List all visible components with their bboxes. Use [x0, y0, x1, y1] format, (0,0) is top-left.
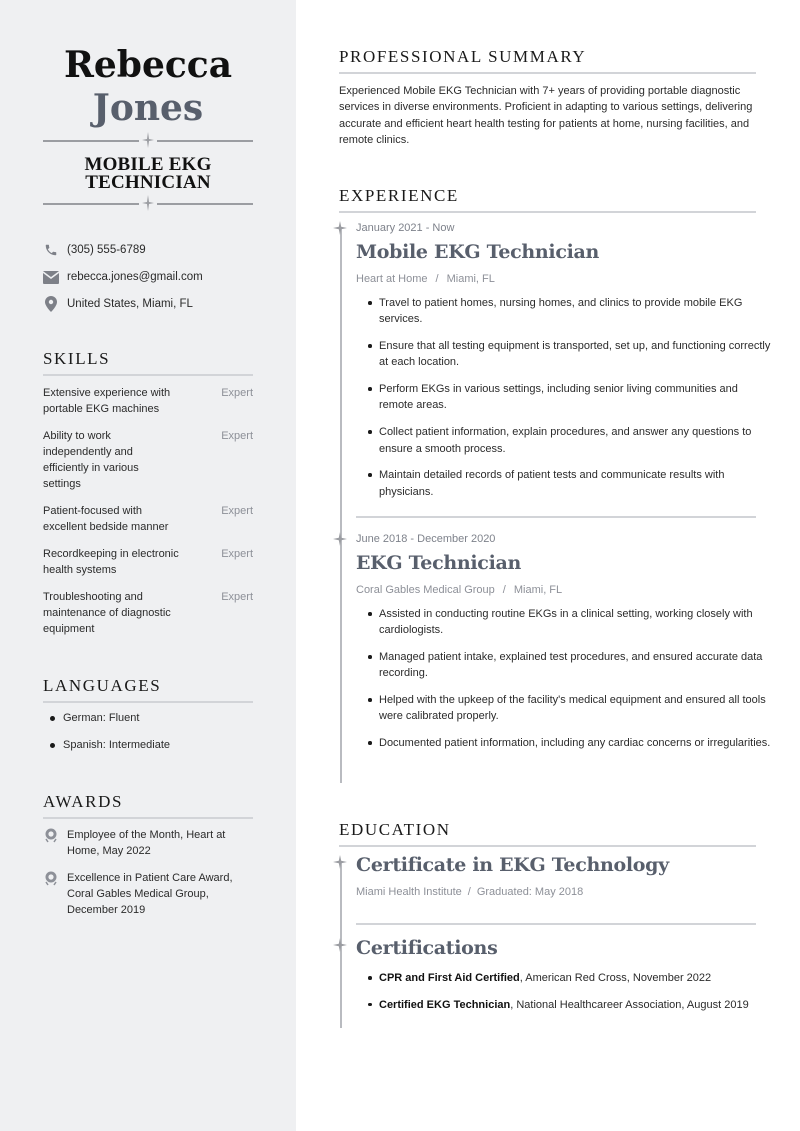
- sparkle-icon: [333, 938, 347, 952]
- sparkle-icon: [333, 532, 347, 546]
- bullet-icon: [50, 716, 55, 721]
- skill-item: Recordkeeping in electronic health systems Expert: [43, 548, 253, 576]
- language-item: German: Fluent: [50, 712, 139, 724]
- award-medal-icon: [43, 870, 59, 886]
- skills-heading: SKILLS: [43, 349, 253, 376]
- experience-heading: EXPERIENCE: [339, 186, 756, 213]
- bullet-item: Maintain detailed records of patient tests and communicate results with physicians.: [379, 467, 774, 500]
- bullet-item: Managed patient intake, explained test procedures, and ensured accurate data recording.: [379, 649, 774, 682]
- certification-item: Certified EKG Technician, National Healthcareer Association, August 2019: [379, 997, 789, 1013]
- certifications-heading: Certifications: [356, 937, 498, 959]
- job-bullets: [379, 606, 774, 762]
- bullet-item: Perform EKGs in various settings, including senior living communities and remote areas.: [379, 381, 774, 414]
- job-bullets: [379, 295, 774, 510]
- bullet-item: Helped with the upkeep of the facility's medical equipment and ensured all tools were calibrated properly.: [379, 692, 774, 725]
- job-dates: January 2021 - Now: [356, 222, 455, 234]
- contact-phone[interactable]: (305) 555-6789: [43, 241, 146, 259]
- contact-email[interactable]: rebecca.jones@gmail.com: [43, 268, 203, 286]
- job-company: Heart at Home / Miami, FL: [356, 273, 495, 285]
- bullet-item: Travel to patient homes, nursing homes, and clinics to provide mobile EKG services.: [379, 295, 774, 328]
- title-divider: [43, 198, 253, 210]
- phone-icon: [43, 242, 59, 258]
- experience-timeline: [340, 228, 342, 783]
- certification-item: CPR and First Aid Certified, American Red Cross, November 2022: [379, 970, 789, 986]
- main-content: [296, 0, 800, 1131]
- name-divider: [43, 135, 253, 147]
- job-separator: [356, 516, 756, 518]
- envelope-icon: [43, 269, 59, 285]
- bullet-item: Ensure that all testing equipment is transported, set up, and functioning correctly at each location.: [379, 338, 774, 371]
- summary-heading: PROFESSIONAL SUMMARY: [339, 47, 756, 74]
- skill-item: Patient-focused with excellent bedside manner Expert: [43, 505, 253, 533]
- skill-item: Ability to work independently and efficiently in various settings Expert: [43, 430, 253, 490]
- skill-level: Expert: [221, 430, 253, 442]
- degree-title: Certificate in EKG Technology: [356, 854, 669, 876]
- job-role: EKG Technician: [356, 552, 522, 574]
- bullet-item: Documented patient information, including any cardiac concerns or irregularities.: [379, 735, 774, 751]
- award-medal-icon: [43, 827, 59, 843]
- skill-level: Expert: [221, 505, 253, 517]
- skill-level: Expert: [221, 387, 253, 399]
- job-dates: June 2018 - December 2020: [356, 533, 496, 545]
- first-name: Rebecca: [63, 44, 233, 86]
- job-title: MOBILE EKG TECHNICIAN: [84, 154, 212, 193]
- skill-level: Expert: [221, 591, 253, 603]
- map-pin-icon: [43, 296, 59, 312]
- summary-text: Experienced Mobile EKG Technician with 7+ years of providing portable diagnostic services in diverse environments. Proficient in adapting to various settings, delivering accurate and efficient heart health testing for patients at home, nursing facilities, and remote clinics.: [339, 85, 753, 146]
- language-item: Spanish: Intermediate: [50, 739, 170, 751]
- bullet-icon: [50, 743, 55, 748]
- awards-heading: AWARDS: [43, 792, 253, 819]
- bullet-item: Collect patient information, explain procedures, and answer any questions to ensure a smooth process.: [379, 424, 774, 457]
- education-heading: EDUCATION: [339, 820, 756, 847]
- certifications-list: [379, 970, 789, 1024]
- skill-level: Expert: [221, 548, 253, 560]
- award-item: Excellence in Patient Care Award, Coral Gables Medical Group, December 2019: [43, 870, 253, 918]
- sparkle-icon: [333, 221, 347, 235]
- sparkle-icon: [142, 132, 154, 148]
- contact-location: United States, Miami, FL: [43, 295, 193, 313]
- award-item: Employee of the Month, Heart at Home, May 2022: [43, 827, 253, 859]
- languages-heading: LANGUAGES: [43, 676, 253, 703]
- education-separator: [356, 923, 756, 925]
- last-name: Jones: [92, 87, 204, 129]
- sparkle-icon: [333, 855, 347, 869]
- sidebar: [0, 0, 296, 1131]
- bullet-item: Assisted in conducting routine EKGs in a clinical setting, working closely with cardiologists.: [379, 606, 774, 639]
- skill-item: Troubleshooting and maintenance of diagnostic equipment Expert: [43, 591, 253, 635]
- job-role: Mobile EKG Technician: [356, 241, 600, 263]
- sparkle-icon: [142, 195, 154, 211]
- skill-item: Extensive experience with portable EKG machines Expert: [43, 387, 253, 415]
- job-company: Coral Gables Medical Group / Miami, FL: [356, 584, 563, 596]
- education-school: Miami Health Institute / Graduated: May 2018: [356, 886, 584, 898]
